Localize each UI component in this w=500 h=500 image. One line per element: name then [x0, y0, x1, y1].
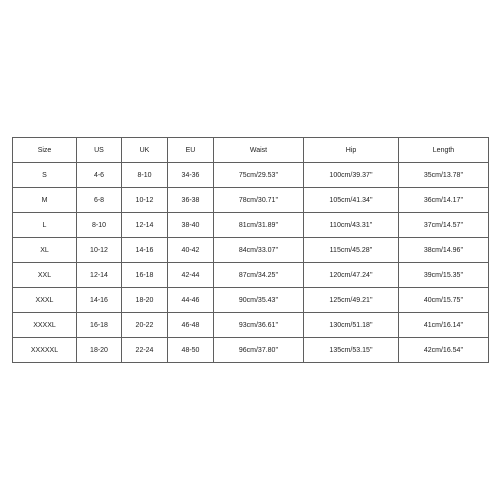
cell-us: 12-14 — [77, 263, 122, 288]
cell-hip: 110cm/43.31'' — [304, 213, 399, 238]
cell-size: XXXXXL — [13, 338, 77, 363]
cell-hip: 100cm/39.37'' — [304, 163, 399, 188]
table-body — [13, 163, 489, 363]
cell-waist: 81cm/31.89'' — [214, 213, 304, 238]
cell-size: XL — [13, 238, 77, 263]
cell-length: 39cm/15.35'' — [399, 263, 489, 288]
cell-uk: 12-14 — [122, 213, 168, 238]
cell-uk: 22-24 — [122, 338, 168, 363]
cell-eu: 36-38 — [168, 188, 214, 213]
cell-uk: 14-16 — [122, 238, 168, 263]
table-row — [13, 213, 489, 238]
cell-hip: 130cm/51.18'' — [304, 313, 399, 338]
cell-eu: 42-44 — [168, 263, 214, 288]
cell-hip: 120cm/47.24'' — [304, 263, 399, 288]
header-eu: EU — [168, 138, 214, 163]
cell-uk: 8-10 — [122, 163, 168, 188]
cell-size: M — [13, 188, 77, 213]
cell-length: 42cm/16.54'' — [399, 338, 489, 363]
table-header-row — [13, 138, 489, 163]
header-uk: UK — [122, 138, 168, 163]
cell-uk: 18-20 — [122, 288, 168, 313]
cell-us: 4-6 — [77, 163, 122, 188]
cell-us: 18-20 — [77, 338, 122, 363]
header-length: Length — [399, 138, 489, 163]
cell-waist: 87cm/34.25'' — [214, 263, 304, 288]
cell-waist: 93cm/36.61'' — [214, 313, 304, 338]
table-row — [13, 238, 489, 263]
cell-uk: 10-12 — [122, 188, 168, 213]
table-row — [13, 163, 489, 188]
cell-us: 8-10 — [77, 213, 122, 238]
table-row — [13, 313, 489, 338]
cell-eu: 40-42 — [168, 238, 214, 263]
header-waist: Waist — [214, 138, 304, 163]
header-hip: Hip — [304, 138, 399, 163]
cell-us: 16-18 — [77, 313, 122, 338]
table-row — [13, 338, 489, 363]
cell-uk: 16-18 — [122, 263, 168, 288]
cell-length: 41cm/16.14'' — [399, 313, 489, 338]
size-chart-table — [12, 137, 489, 363]
cell-size: XXXL — [13, 288, 77, 313]
cell-us: 14-16 — [77, 288, 122, 313]
cell-length: 38cm/14.96'' — [399, 238, 489, 263]
cell-waist: 75cm/29.53'' — [214, 163, 304, 188]
cell-length: 37cm/14.57'' — [399, 213, 489, 238]
cell-eu: 46-48 — [168, 313, 214, 338]
header-size: Size — [13, 138, 77, 163]
cell-hip: 135cm/53.15'' — [304, 338, 399, 363]
cell-waist: 78cm/30.71'' — [214, 188, 304, 213]
cell-length: 40cm/15.75'' — [399, 288, 489, 313]
cell-eu: 48-50 — [168, 338, 214, 363]
cell-hip: 125cm/49.21'' — [304, 288, 399, 313]
cell-uk: 20-22 — [122, 313, 168, 338]
table-row — [13, 263, 489, 288]
cell-hip: 105cm/41.34'' — [304, 188, 399, 213]
cell-eu: 44-46 — [168, 288, 214, 313]
cell-length: 36cm/14.17'' — [399, 188, 489, 213]
cell-eu: 34-36 — [168, 163, 214, 188]
cell-size: XXXXL — [13, 313, 77, 338]
cell-hip: 115cm/45.28'' — [304, 238, 399, 263]
cell-waist: 90cm/35.43'' — [214, 288, 304, 313]
header-us: US — [77, 138, 122, 163]
cell-eu: 38-40 — [168, 213, 214, 238]
table-row — [13, 188, 489, 213]
cell-size: S — [13, 163, 77, 188]
cell-size: L — [13, 213, 77, 238]
cell-waist: 84cm/33.07'' — [214, 238, 304, 263]
cell-us: 10-12 — [77, 238, 122, 263]
cell-waist: 96cm/37.80'' — [214, 338, 304, 363]
cell-length: 35cm/13.78'' — [399, 163, 489, 188]
table-row — [13, 288, 489, 313]
cell-size: XXL — [13, 263, 77, 288]
cell-us: 6-8 — [77, 188, 122, 213]
